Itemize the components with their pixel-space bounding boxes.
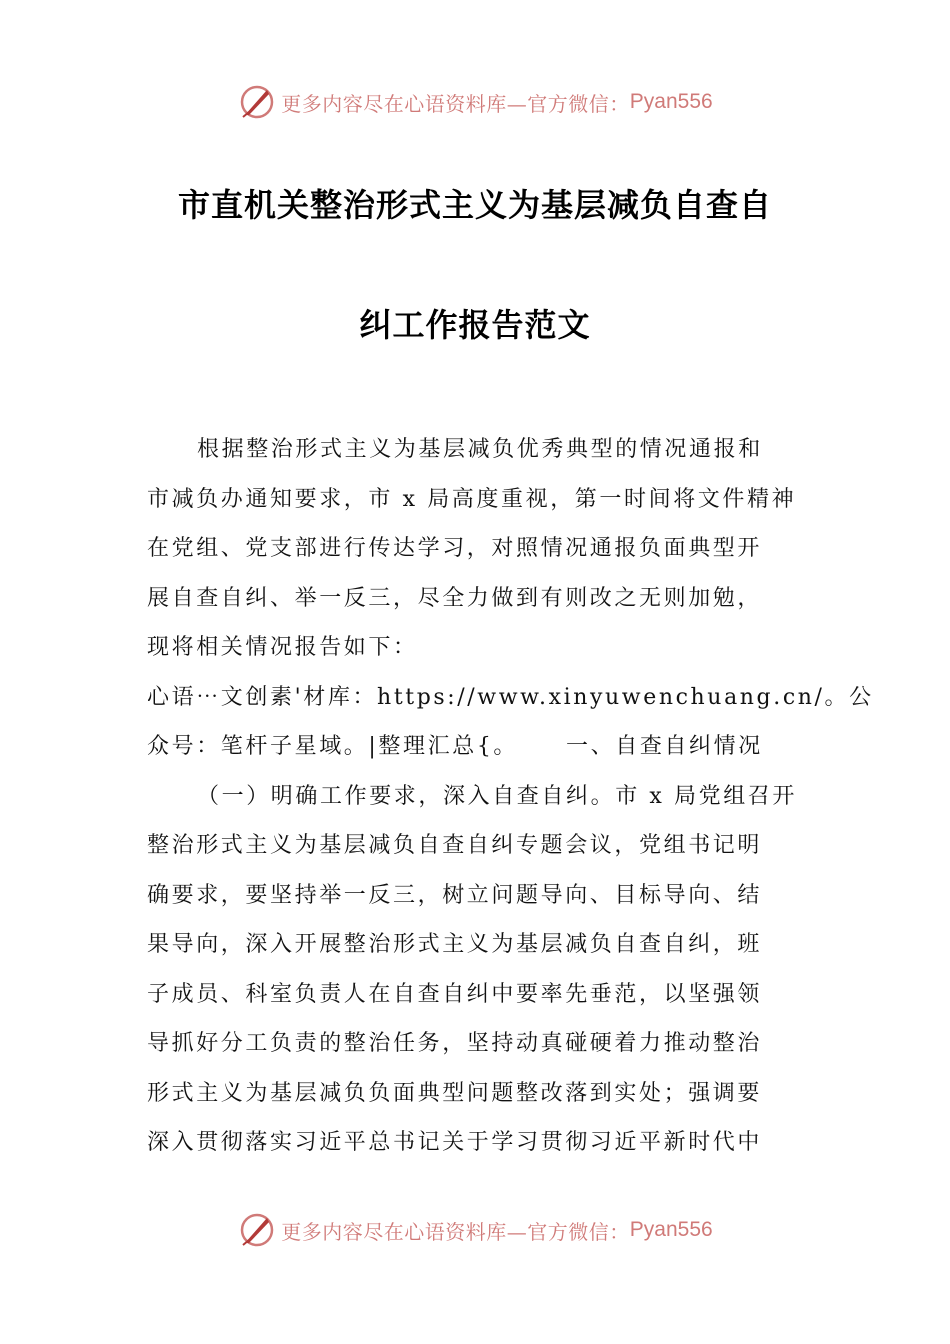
body-line: 心语⋯文创素'材库：https://www.xinyuwenchuang.cn/。公 bbox=[147, 684, 874, 710]
watermark-handle: Pyan556 bbox=[629, 1218, 713, 1241]
body-line: 现将相关情况报告如下： bbox=[147, 635, 418, 660]
body-line-segment: 众号：笔杆子星域。|整理汇总{。 bbox=[147, 734, 519, 759]
watermark-banner-bottom bbox=[0, 1208, 950, 1252]
body-line: 在党组、党支部进行传达学习，对照情况通报负面典型开 bbox=[147, 536, 763, 561]
body-line: 形式主义为基层减负负面典型问题整改落到实处；强调要 bbox=[147, 1080, 763, 1106]
body-line: 深入贯彻落实习近平总书记关于学习贯彻习近平新时代中 bbox=[147, 1130, 763, 1155]
body-line: 整治形式主义为基层减负自查自纠专题会议，党组书记明 bbox=[147, 833, 763, 858]
body-line-mixed bbox=[147, 722, 807, 772]
body-line: 子成员、科室负责人在自查自纠中要率先垂范，以坚强领 bbox=[147, 981, 763, 1007]
body-line: 市减负办通知要求，市 x 局高度重视，第一时间将文件精神 bbox=[147, 486, 797, 512]
page-title-line-2: 纠工作报告范文 bbox=[359, 306, 591, 344]
watermark-text: 更多内容尽在心语资料库—官方微信： bbox=[281, 91, 630, 116]
quill-logo-icon bbox=[237, 82, 277, 122]
watermark-text: 更多内容尽在心语资料库—官方微信： bbox=[281, 1219, 630, 1244]
document-body bbox=[147, 425, 874, 1168]
body-line: 果导向，深入开展整治形式主义为基层减负自查自纠，班 bbox=[147, 932, 763, 957]
section-heading: 一、自查自纠情况 bbox=[566, 734, 763, 759]
body-line: 确要求，要坚持举一反三，树立问题导向、目标导向、结 bbox=[147, 882, 763, 908]
body-line: 根据整治形式主义为基层减负优秀典型的情况通报和 bbox=[197, 437, 763, 462]
body-line: 展自查自纠、举一反三，尽全力做到有则改之无则加勉， bbox=[147, 585, 763, 611]
body-line: （一）明确工作要求，深入自查自纠。市 x 局党组召开 bbox=[197, 783, 797, 809]
watermark-banner-top bbox=[0, 80, 950, 124]
quill-logo-icon bbox=[237, 1210, 277, 1250]
page-title-line-1: 市直机关整治形式主义为基层减负自查自 bbox=[177, 186, 772, 224]
watermark-handle: Pyan556 bbox=[629, 90, 713, 113]
body-line: 导抓好分工负责的整治任务，坚持动真碰硬着力推动整治 bbox=[147, 1031, 763, 1056]
